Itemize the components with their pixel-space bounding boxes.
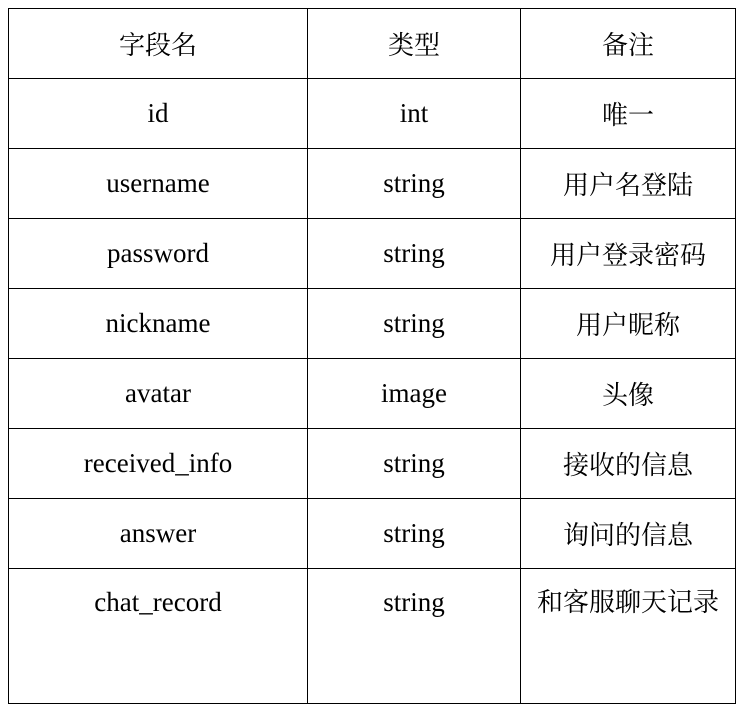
field-name-cell: password	[9, 219, 308, 289]
field-name-cell: id	[9, 79, 308, 149]
table-row	[9, 289, 736, 359]
field-type-cell: int	[308, 79, 521, 149]
field-note-cell: 用户昵称	[521, 289, 736, 359]
field-note-cell: 用户登录密码	[521, 219, 736, 289]
field-name-cell: nickname	[9, 289, 308, 359]
table-row	[9, 359, 736, 429]
field-name-cell: answer	[9, 499, 308, 569]
field-note-cell: 询问的信息	[521, 499, 736, 569]
field-name-cell: avatar	[9, 359, 308, 429]
table-row	[9, 499, 736, 569]
header-type: 类型	[308, 9, 521, 79]
field-note-cell: 唯一	[521, 79, 736, 149]
header-field-name: 字段名	[9, 9, 308, 79]
field-type-cell: string	[308, 569, 521, 704]
table-row	[9, 149, 736, 219]
table-header-row	[9, 9, 736, 79]
field-name-cell: chat_record	[9, 569, 308, 704]
table-row	[9, 219, 736, 289]
field-type-cell: string	[308, 149, 521, 219]
table-row	[9, 79, 736, 149]
table-row	[9, 569, 736, 704]
field-table	[8, 8, 736, 704]
field-note-cell: 用户名登陆	[521, 149, 736, 219]
field-note-cell: 头像	[521, 359, 736, 429]
field-name-cell: username	[9, 149, 308, 219]
field-type-cell: string	[308, 219, 521, 289]
field-note-cell: 和客服聊天记录	[521, 569, 736, 704]
field-type-cell: string	[308, 499, 521, 569]
field-type-cell: image	[308, 359, 521, 429]
field-type-cell: string	[308, 289, 521, 359]
field-note-cell: 接收的信息	[521, 429, 736, 499]
field-name-cell: received_info	[9, 429, 308, 499]
field-type-cell: string	[308, 429, 521, 499]
table-row	[9, 429, 736, 499]
header-note: 备注	[521, 9, 736, 79]
